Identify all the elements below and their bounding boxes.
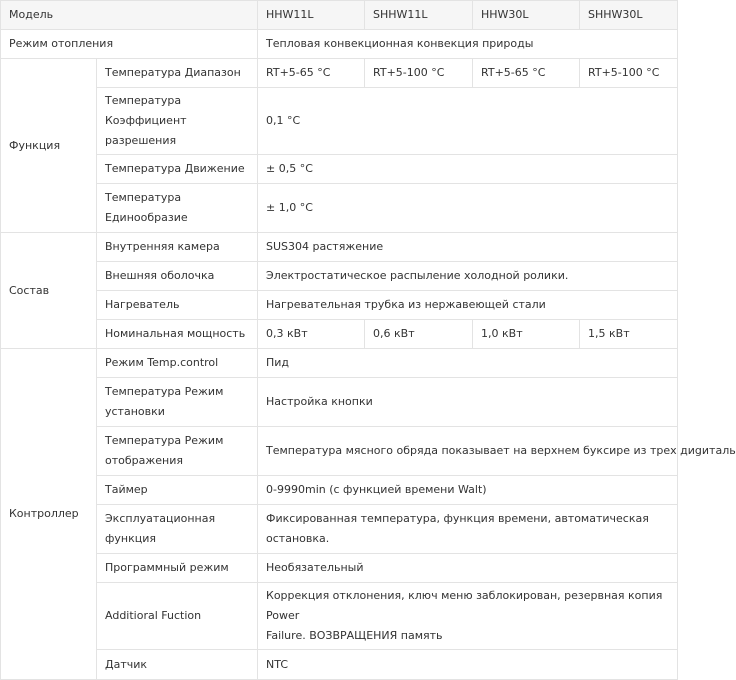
power-value: 1,5 кВт (580, 320, 678, 349)
setting-mode-label-line: Температура Режим (105, 385, 224, 398)
additional-value (258, 583, 678, 650)
heating-value: Тепловая конвекционная конвекция природы (258, 30, 678, 59)
program-row (1, 554, 678, 583)
fluctuation-value: ± 0,5 °C (258, 155, 678, 184)
timer-row (1, 476, 678, 505)
power-label: Номинальная мощность (97, 320, 258, 349)
display-mode-label-line: отображения (105, 454, 184, 467)
function-group-label: Функция (1, 59, 97, 233)
additional-row (1, 583, 678, 650)
heating-label: Режим отопления (1, 30, 258, 59)
program-label: Программный режим (97, 554, 258, 583)
resolution-label-line: Температура (105, 94, 182, 107)
setting-mode-value: Настройка кнопки (258, 378, 678, 427)
operation-label-line: функция (105, 532, 157, 545)
composition-group-label: Состав (1, 233, 97, 349)
control-mode-label: Режим Temp.control (97, 349, 258, 378)
display-mode-label (97, 427, 258, 476)
uniformity-row (1, 184, 678, 233)
resolution-row (1, 88, 678, 155)
heater-value: Нагревательная трубка из нержавеющей стали (258, 291, 678, 320)
operation-value: Фиксированная температура, функция времени, автоматическая остановка. (258, 505, 678, 554)
model-row (1, 1, 678, 30)
power-value: 0,3 кВт (258, 320, 365, 349)
uniformity-value: ± 1,0 °C (258, 184, 678, 233)
resolution-label-line: Коэффициент разрешения (105, 114, 187, 147)
shell-label: Внешняя оболочка (97, 262, 258, 291)
heater-row (1, 291, 678, 320)
display-mode-row (1, 427, 678, 476)
operation-row (1, 505, 678, 554)
shell-row (1, 262, 678, 291)
uniformity-label (97, 184, 258, 233)
timer-label: Таймер (97, 476, 258, 505)
chamber-label: Внутренняя камера (97, 233, 258, 262)
range-value: RT+5-65 °C (258, 59, 365, 88)
power-row (1, 320, 678, 349)
shell-value: Электростатическое распыление холодной ролики. (258, 262, 678, 291)
timer-value: 0-9990min (с функцией времени Walt) (258, 476, 678, 505)
setting-mode-label (97, 378, 258, 427)
chamber-row (1, 233, 678, 262)
model-name: HHW30L (473, 1, 580, 30)
chamber-value: SUS304 растяжение (258, 233, 678, 262)
operation-label-line: Эксплуатационная (105, 512, 216, 525)
fluctuation-row (1, 155, 678, 184)
model-name: SHHW30L (580, 1, 678, 30)
range-row (1, 59, 678, 88)
sensor-value: NTC (258, 650, 678, 680)
operation-label (97, 505, 258, 554)
range-value: RT+5-100 °C (580, 59, 678, 88)
range-value: RT+5-65 °C (473, 59, 580, 88)
setting-mode-label-line: установки (105, 405, 165, 418)
resolution-value: 0,1 °C (258, 88, 678, 155)
display-mode-label-line: Температура Режим (105, 434, 224, 447)
range-label: Температура Диапазон (97, 59, 258, 88)
control-mode-row (1, 349, 678, 378)
heater-label: Нагреватель (97, 291, 258, 320)
power-value: 1,0 кВт (473, 320, 580, 349)
model-name: HHW11L (258, 1, 365, 30)
model-name: SHHW11L (365, 1, 473, 30)
setting-mode-row (1, 378, 678, 427)
additional-value-line: Failure. ВОЗВРАЩЕНИЯ память (266, 629, 443, 642)
uniformity-label-line: Температура (105, 191, 182, 204)
sensor-label: Датчик (97, 650, 258, 680)
display-mode-value: Температура мясного обряда показывает на верхнем буксире из трех диgиталь (258, 427, 678, 476)
control-mode-value: Пид (258, 349, 678, 378)
additional-value-line: Коррекция отклонения, ключ меню заблокирован, резервная копия Power (266, 589, 663, 622)
model-label: Модель (1, 1, 258, 30)
heating-row (1, 30, 678, 59)
additional-label: Additioral Fuction (97, 583, 258, 650)
power-value: 0,6 кВт (365, 320, 473, 349)
uniformity-label-line: Единообразие (105, 211, 188, 224)
controller-group-label: Контроллер (1, 349, 97, 680)
sensor-row (1, 650, 678, 680)
program-value: Необязательный (258, 554, 678, 583)
range-value: RT+5-100 °C (365, 59, 473, 88)
resolution-label (97, 88, 258, 155)
fluctuation-label: Температура Движение (97, 155, 258, 184)
